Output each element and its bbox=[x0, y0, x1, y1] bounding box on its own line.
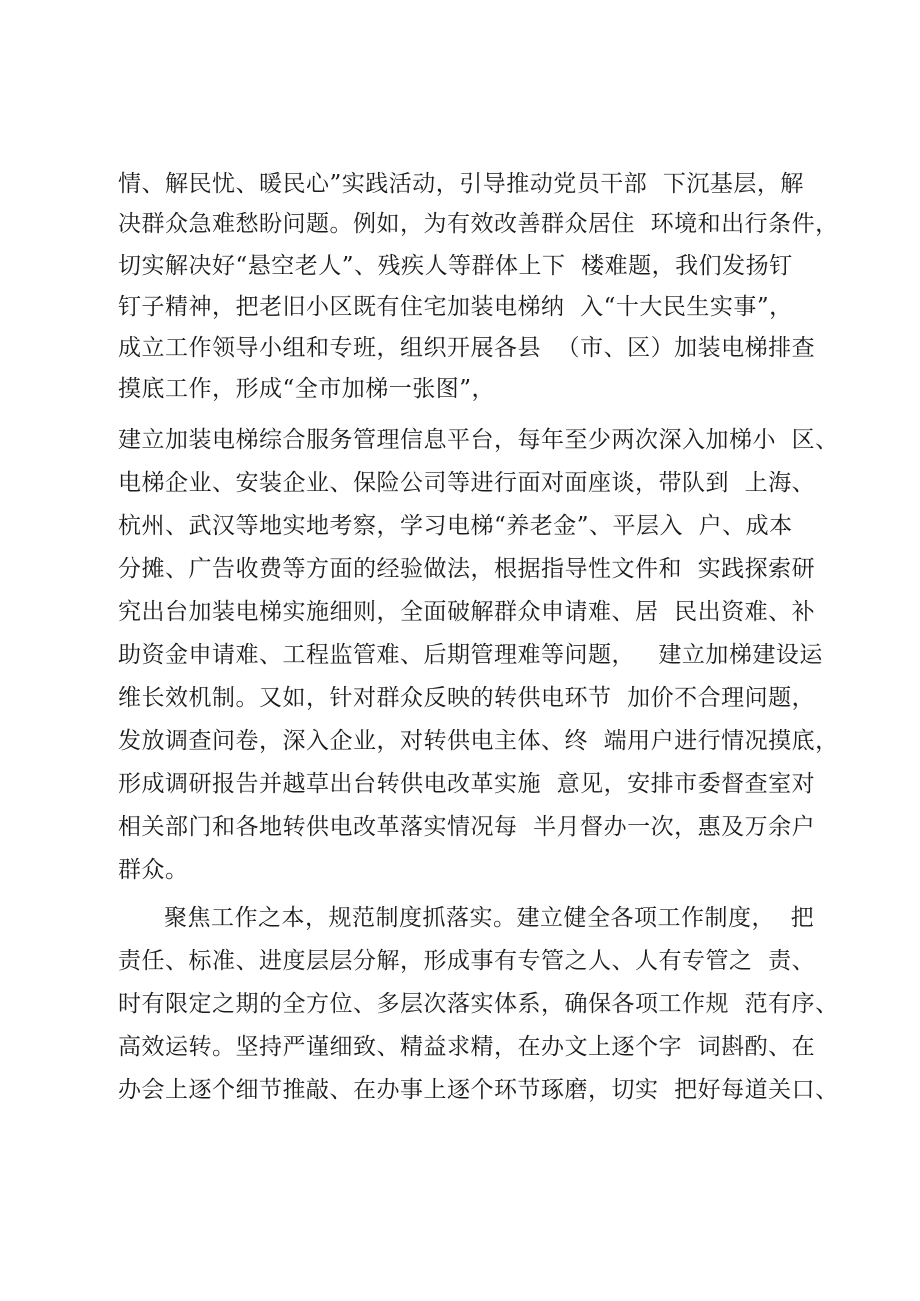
text-line-5: 成立工作领导小组和专班，组织开展各县 （市、区）加装电梯排查 bbox=[118, 335, 816, 361]
text-line-4: 钉子精神，把老旧小区既有住宅加装电梯纳 入“十大民生实事”， bbox=[118, 294, 793, 320]
text-line-19: 责任、标准、进度层层分解，形成事有专管之人、人有专管之 责、 bbox=[118, 948, 816, 974]
text-line-12: 助资金申请难、工程监管难、后期管理难等问题， 建立加梯建设运 bbox=[118, 642, 823, 668]
text-line-11: 究出台加装电梯实施细则，全面破解群众申请难、居 民出资难、补 bbox=[118, 599, 816, 625]
text-line-15: 形成调研报告并越草出台转供电改革实施 意见，安排市委督查室对 bbox=[118, 771, 816, 797]
text-line-7: 建立加装电梯综合服务管理信息平台，每年至少两次深入加梯小 区、 bbox=[118, 427, 839, 453]
text-line-1: 情、解民忧、暖民心”实践活动，引导推动党员干部 下沉基层，解 bbox=[118, 171, 804, 197]
text-line-17: 群众。 bbox=[118, 857, 189, 883]
text-line-21: 高效运转。坚持严谨细致、精益求精，在办文上逐个字 词斟酌、在 bbox=[118, 1034, 816, 1060]
text-line-13: 维长效机制。又如，针对群众反映的转供电环节 加价不合理问题， bbox=[118, 685, 816, 711]
text-line-10: 分摊、广告收费等方面的经验做法，根据指导性文件和 实践探索研 bbox=[118, 556, 816, 582]
text-line-8: 电梯企业、安装企业、保险公司等进行面对面座谈，带队到 上海、 bbox=[118, 470, 816, 496]
paragraph-start-line: 聚焦工作之本，规范制度抓落实。建立健全各项工作制度， 把 bbox=[164, 905, 815, 931]
text-line-20: 时有限定之期的全方位、多层次落实体系，确保各项工作规 范有序、 bbox=[118, 991, 839, 1017]
text-line-16: 相关部门和各地转供电改革落实情况每 半月督办一次，惠及万余户 bbox=[118, 814, 816, 840]
text-line-22: 办会上逐个细节推敲、在办事上逐个环节琢磨，切实 把好每道关口、 bbox=[118, 1077, 839, 1103]
text-line-9: 杭州、武汉等地实地考察，学习电梯“养老金”、平层入 户、成本 bbox=[118, 513, 793, 539]
text-line-2: 决群众急难愁盼问题。例如，为有效改善群众居住 环境和出行条件， bbox=[118, 211, 839, 237]
text-line-3: 切实解决好“悬空老人”、残疾人等群体上下 楼难题，我们发扬钉 bbox=[118, 253, 793, 279]
text-line-14: 发放调查问卷，深入企业，对转供电主体、终 端用户进行情况摸底， bbox=[118, 728, 839, 754]
text-line-6: 摸底工作，形成“全市加梯一张图”， bbox=[118, 376, 496, 402]
